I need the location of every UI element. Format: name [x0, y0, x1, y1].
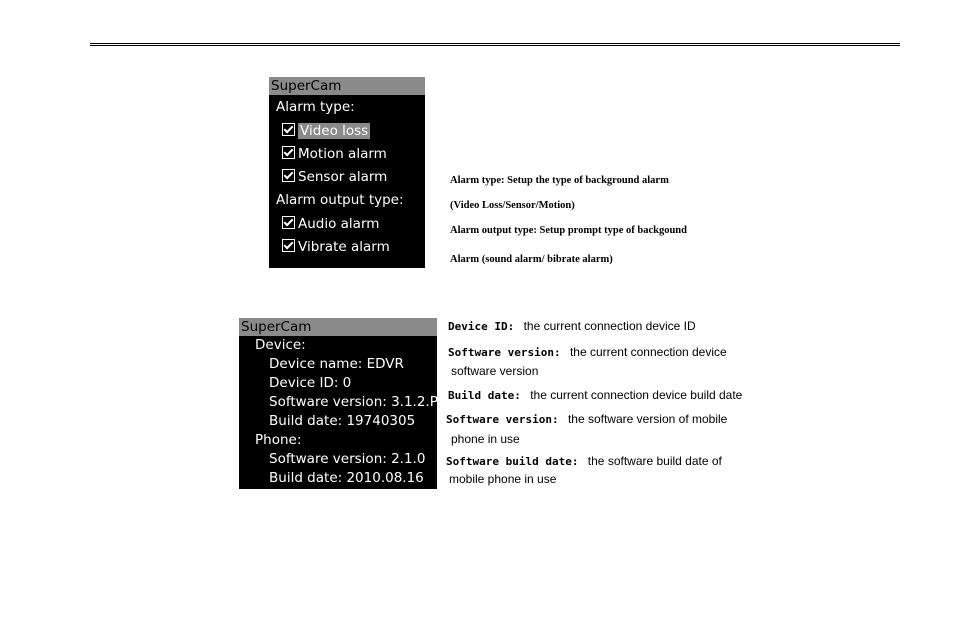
phone-section-label: Phone: — [255, 432, 302, 448]
device-name-value: Device name: EDVR — [269, 356, 404, 372]
device-id-value: Device ID: 0 — [269, 375, 352, 391]
note-phone-software-version-cont: phone in use — [451, 432, 520, 446]
motion-alarm-option[interactable] — [282, 146, 387, 162]
video-loss-option[interactable] — [282, 123, 370, 139]
header-rule — [90, 43, 900, 46]
alarm-settings-screen — [269, 77, 425, 268]
note-alarm-type: Alarm type: Setup the type of background alarm — [450, 175, 669, 186]
vibrate-alarm-option[interactable] — [282, 239, 390, 255]
motion-alarm-label: Motion alarm — [298, 146, 387, 162]
device-software-version-value: Software version: 3.1.2.P — [269, 394, 438, 410]
note-alarm-type-options: (Video Loss/Sensor/Motion) — [450, 200, 575, 211]
note-software-build-date — [446, 454, 722, 468]
phone-build-date-value: Build date: 2010.08.16 — [269, 470, 424, 486]
note-desc: the software build date of — [587, 454, 722, 468]
sensor-alarm-label: Sensor alarm — [298, 169, 388, 185]
note-term: Software build date: — [446, 455, 579, 468]
note-desc: the software version of mobile — [567, 412, 728, 426]
sensor-alarm-option[interactable] — [282, 169, 387, 185]
video-loss-label: Video loss — [300, 123, 369, 139]
checkbox-checked-icon[interactable] — [282, 239, 295, 252]
note-term: Software version: — [448, 346, 561, 359]
phone-software-version-value: Software version: 2.1.0 — [269, 451, 426, 467]
note-software-build-date-cont: mobile phone in use — [449, 472, 557, 486]
device-info-screen — [239, 318, 437, 489]
note-alarm-output-type: Alarm output type: Setup prompt type of backgound — [450, 225, 687, 236]
note-device-id — [448, 319, 696, 333]
note-desc: the current connection device build date — [530, 388, 743, 402]
checkbox-checked-icon[interactable] — [282, 123, 295, 136]
note-term: Device ID: — [448, 320, 515, 333]
note-term: Software version: — [446, 413, 559, 426]
note-desc: the current connection device — [569, 345, 727, 359]
app-title-bar: SuperCam — [239, 318, 437, 336]
note-software-version — [448, 345, 727, 359]
note-build-date — [448, 388, 742, 402]
note-phone-software-version — [446, 412, 727, 426]
vibrate-alarm-label: Vibrate alarm — [298, 239, 390, 255]
audio-alarm-label: Audio alarm — [298, 216, 380, 232]
alarm-type-label: Alarm type: — [276, 99, 355, 115]
note-desc: the current connection device ID — [523, 319, 696, 333]
checkbox-checked-icon[interactable] — [282, 146, 295, 159]
app-title-bar: SuperCam — [269, 77, 425, 95]
alarm-output-type-label: Alarm output type: — [276, 192, 404, 208]
device-section-label: Device: — [255, 337, 306, 353]
checkbox-checked-icon[interactable] — [282, 216, 295, 229]
checkbox-checked-icon[interactable] — [282, 169, 295, 182]
note-alarm-output-options: Alarm (sound alarm/ bibrate alarm) — [450, 254, 613, 265]
note-term: Build date: — [448, 389, 521, 402]
note-software-version-cont: software version — [451, 364, 539, 378]
device-build-date-value: Build date: 19740305 — [269, 413, 416, 429]
audio-alarm-option[interactable] — [282, 216, 379, 232]
